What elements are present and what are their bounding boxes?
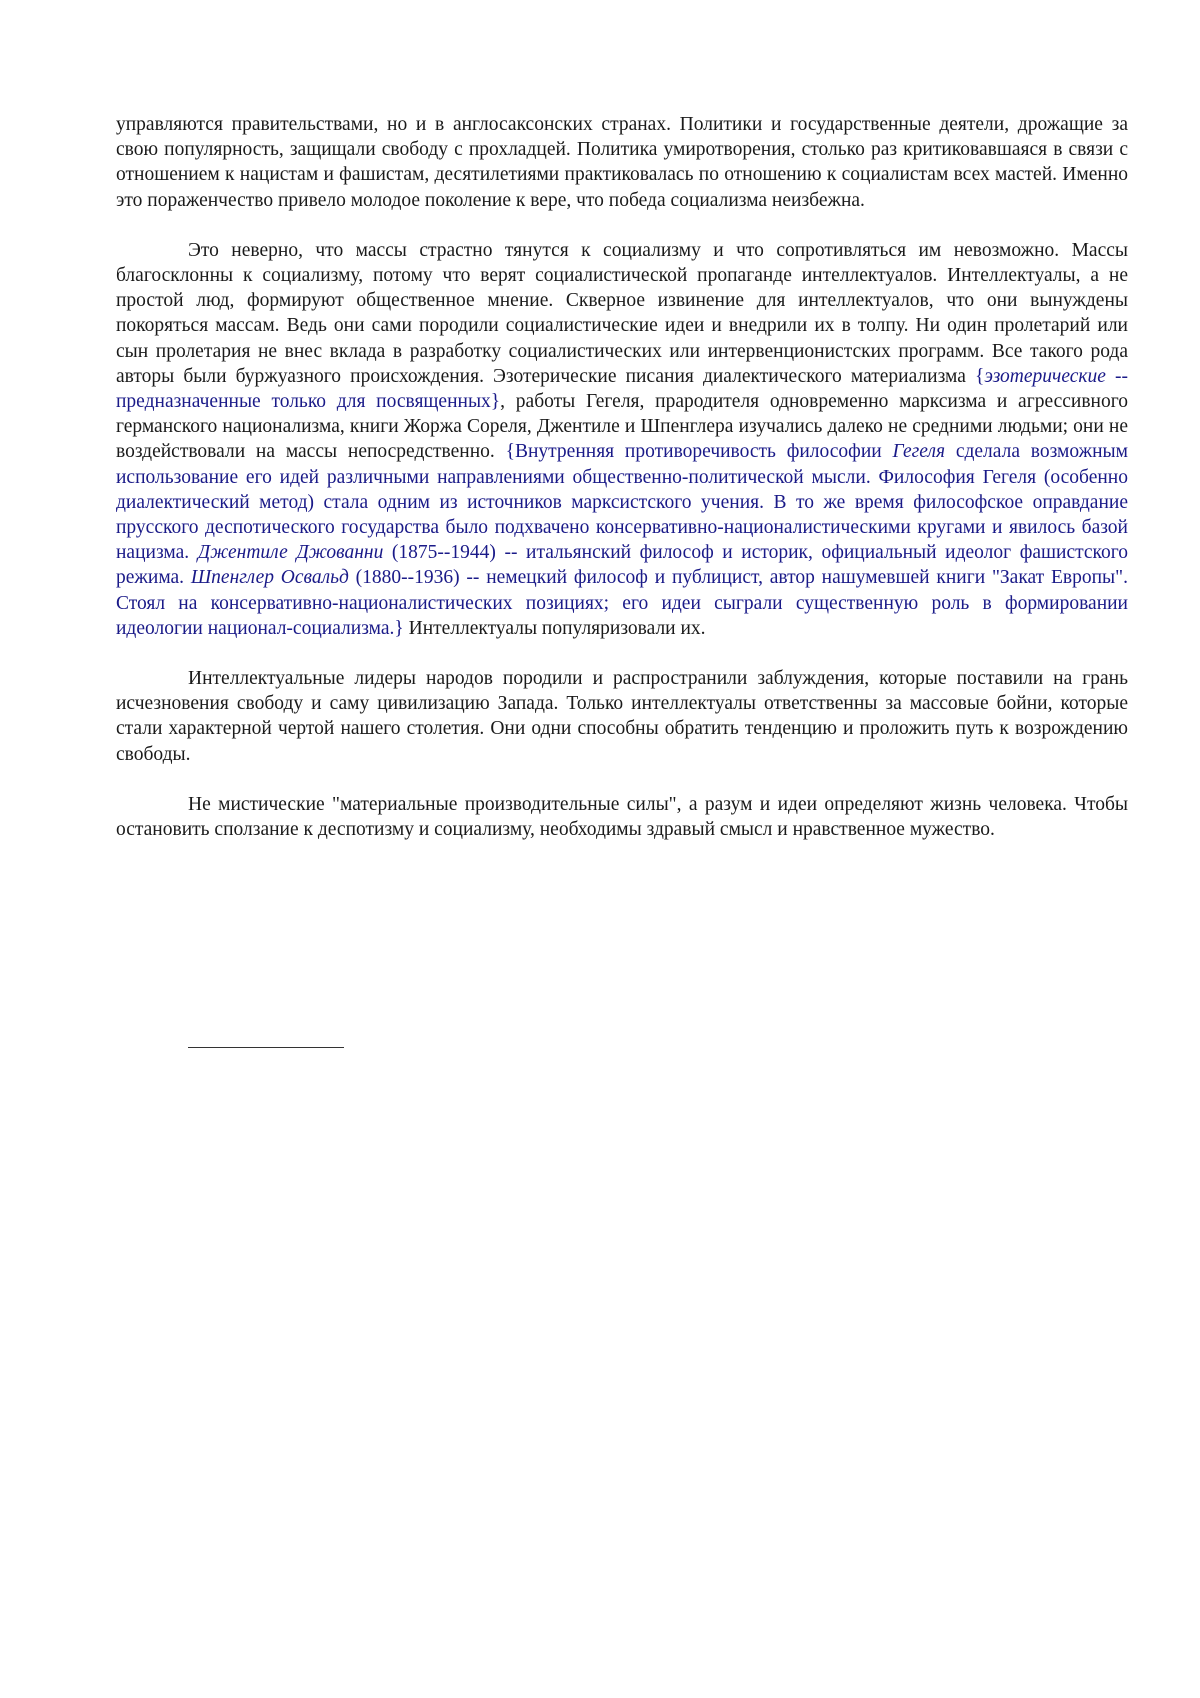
footnote-separator-line <box>188 1047 344 1048</box>
paragraph-2-text-3: Интеллектуалы популяризовали их. <box>403 617 706 639</box>
note-name-gentile: Джентиле Джованни <box>197 542 384 564</box>
paragraph-1: управляются правительствами, но и в англосаксонских странах. Политики и государственные деятели, дрожащие за свою популярность, защищали свободу с прохладцей. Политика умиротворения, столько раз критиковавшаяся в связи с отношением к нацистам и фашистам, десятилетиями практиковалась по отношению к социалистам всех мастей. Именно это пораженчество привело молодое поколение к вере, что победа социализма неизбежна. <box>116 114 1128 211</box>
paragraph-2-text-2: , работы Гегеля, прародителя одновременно марксизма и агрессивного германского национализма, книги Жоржа Сореля, Джентиле и Шпенглера изучались далеко не средними людьми; они не воздействовали на массы непосредственно. <box>116 391 1128 463</box>
note-spengler-text: (1880--1936) -- немецкий философ и публицист, автор нашумевшей книги "Закат Европы". Стоял на консервативно-националистических позициях; его идеи сыграли существенную роль в формировании идеологии национал-социализма.} <box>116 567 1128 639</box>
note-brace-open: { <box>974 365 985 387</box>
editor-note-hegel-gentile-spengler <box>116 441 1128 638</box>
note-hegel-text: сделала возможным использование его идей различными направлениями общественно-политической мысли. Философия Гегеля (особенно диалектический метод) стала одним из источников марксистского учения. В то же время философское оправдание прусского деспотического государства было подхвачено консервативно-националистическими кругами и явилось базой нацизма. <box>116 441 1128 564</box>
note-name-spengler: Шпенглер Освальд <box>190 567 349 589</box>
note-gentile-text: (1875--1944) -- итальянский философ и историк, официальный идеолог фашистского режима. <box>116 542 1129 589</box>
document-body <box>116 112 1128 867</box>
note-name-hegel: Гегеля <box>892 441 946 463</box>
paragraph-2-text-1: Это неверно, что массы страстно тянутся к социализму и что сопротивляться им невозможно. Массы благосклонны к социализму, потому что верят социалистической пропаганде интеллектуалов. Интеллектуалы, а не простой люд, формируют общественное мнение. Скверное извинение для интеллектуалов, что они вынуждены покоряться массам. Ведь они сами породили социалистические идеи и внедрили их в толпу. Ни один пролетарий или сын пролетария не внес вклада в разработку социалистических или интервенционистских программ. Все такого рода авторы были буржуазного происхождения. Эзотерические писания диалектического материализма <box>116 239 1128 387</box>
paragraph-2 <box>116 238 1128 641</box>
note-definition-esoteric: -- предназначенные только для посвященных} <box>116 365 1128 413</box>
paragraph-4: Не мистические "материальные производительные силы", а разум и идеи определяют жизнь человека. Чтобы остановить сползание к деспотизму и социализму, необходимы здравый смысл и нравственное мужество. <box>116 793 1128 841</box>
note-term-esoteric: эзотерические <box>984 365 1106 387</box>
paragraph-3: Интеллектуальные лидеры народов породили и распространили заблуждения, которые поставили на грань исчезновения свободу и саму цивилизацию Запада. Только интеллектуалы ответственны за массовые бойни, которые стали характерной чертой нашего столетия. Они одни способны обратить тенденцию и проложить путь к возрождению свободы. <box>116 668 1128 765</box>
note-hegel-intro: {Внутренняя противоречивость философии <box>505 441 893 463</box>
